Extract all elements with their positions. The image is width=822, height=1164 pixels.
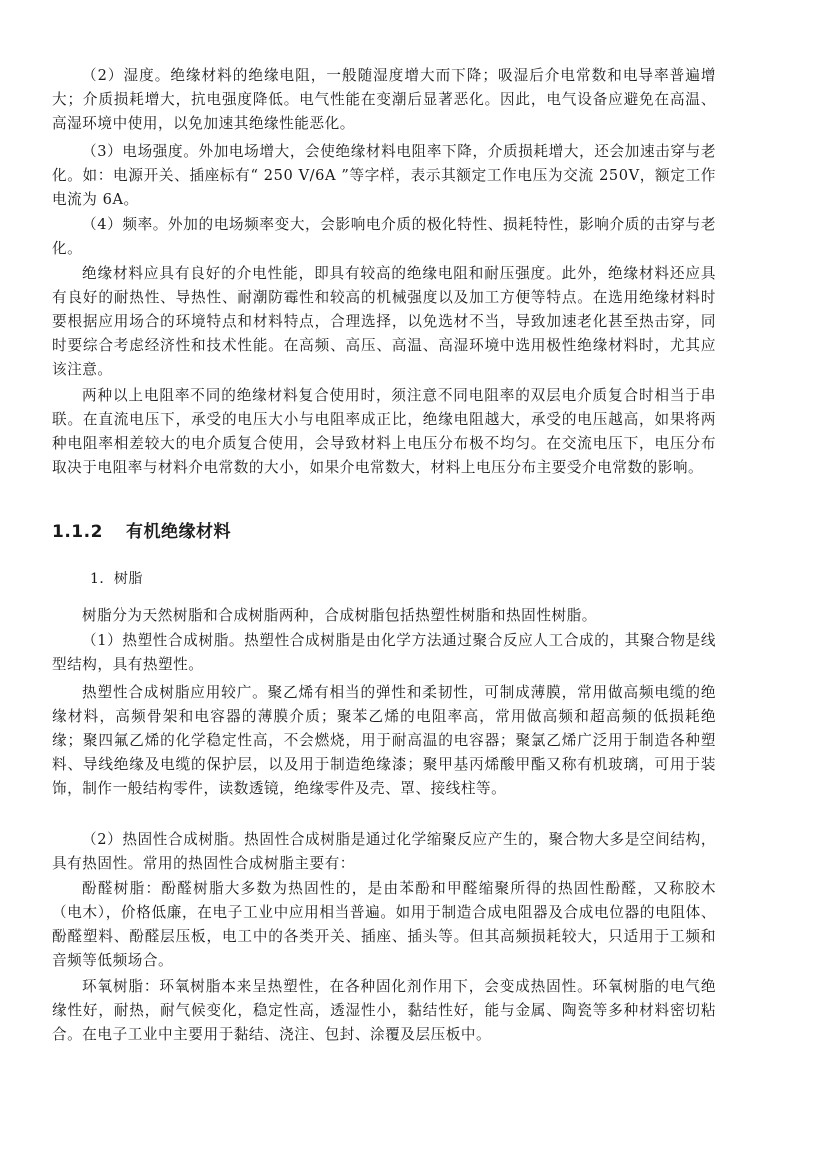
paragraph-epoxy: 环氧树脂：环氧树脂本来呈热塑性，在各种固化剂作用下，会变成热固性。环氧树脂的电气绝缘性好，耐热，耐气候变化，稳定性高，透湿性小，黏结性好，能与金属、陶瓷等多种材料密切粘合。在电子工业中主要用于黏结、浇注、包封、涂覆及层压板中。	[52, 978, 716, 1043]
paragraph-humidity: （2）湿度。绝缘材料的绝缘电阻，一般随湿度增大而下降；吸湿后介电常数和电导率普遍增大；介质损耗增大，抗电强度降低。电气性能在变潮后显著恶化。因此，电气设备应避免在高温、高湿环境中使用，以免加速其绝缘性能恶化。	[52, 67, 716, 132]
section-title: 有机绝缘材料	[126, 522, 231, 542]
paragraph-thermoplastic-uses: 热塑性合成树脂应用较广。聚乙烯有相当的弹性和柔韧性，可制成薄膜，常用做高频电缆的绝缘材料，高频骨架和电容器的薄膜介质；聚苯乙烯的电阻率高，常用做高频和超高频的低损耗绝缘；聚四氟乙烯的化学稳定性高，不会燃烧，用于耐高温的电容器；聚氯乙烯广泛用于制造各种塑料、导线绝缘及电缆的保护层，以及用于制造绝缘漆；聚甲基丙烯酸甲酯又称有机玻璃，可用于装饰，制作一般结构零件，读数透镜，绝缘零件及壳、罩、接线柱等。	[52, 684, 716, 797]
paragraph-thermoset: （2）热固性合成树脂。热固性合成树脂是通过化学缩聚反应产生的，聚合物大多是空间结构，具有热固性。常用的热固性合成树脂主要有：	[52, 831, 716, 872]
subsection-heading: 1．树脂	[90, 571, 143, 587]
paragraph-resin-types: 树脂分为天然树脂和合成树脂两种，合成树脂包括热塑性树脂和热固性树脂。	[82, 607, 597, 624]
paragraph-selection: 绝缘材料应具有良好的介电性能，即具有较高的绝缘电阻和耐压强度。此外，绝缘材料还应具有良好的耐热性、导热性、耐潮防霉性和较高的机械强度以及加工方便等特点。在选用绝缘材料时要根据应用场合的环境特点和材料特点，合理选择，以免选材不当，导致加速老化甚至热击穿，同时要综合考虑经济性和技术性能。在高频、高压、高温、高湿环境中选用极性绝缘材料时，尤其应该注意。	[52, 265, 716, 378]
section-heading	[52, 518, 231, 546]
paragraph-phenolic: 酚醛树脂：酚醛树脂大多数为热固性的，是由苯酚和甲醛缩聚所得的热固性酚醛，又称胶木（电木），价格低廉，在电子工业中应用相当普遍。如用于制造合成电阻器及合成电位器的电阻体、酚醛塑料、酚醛层压板，电工中的各类开关、插座、插头等。但其高频损耗较大，只适用于工频和音频等低频场合。	[52, 880, 716, 969]
paragraph-thermoplastic: （1）热塑性合成树脂。热塑性合成树脂是由化学方法通过聚合反应人工合成的，其聚合物是线型结构，具有热塑性。	[52, 632, 716, 673]
section-number: 1.1.2	[52, 522, 103, 542]
paragraph-field-strength: （3）电场强度。外加电场增大，会使绝缘材料电阻率下降，介质损耗增大，还会加速击穿与老化。如：电源开关、插座标有“ 250 V/6A ”等字样，表示其额定工作电压为交流 250V，额定工作电流为 6A。	[52, 143, 716, 208]
paragraph-composite: 两种以上电阻率不同的绝缘材料复合使用时，须注意不同电阻率的双层电介质复合时相当于串联。在直流电压下，承受的电压大小与电阻率成正比，绝缘电阻越大，承受的电压越高，如果将两种电阻率相差较大的电介质复合使用，会导致材料上电压分布极不均匀。在交流电压下，电压分布取决于电阻率与材料介电常数的大小，如果介电常数大，材料上电压分布主要受介电常数的影响。	[52, 387, 716, 476]
paragraph-frequency: （4）频率。外加的电场频率变大，会影响电介质的极化特性、损耗特性，影响介质的击穿与老化。	[52, 216, 716, 257]
